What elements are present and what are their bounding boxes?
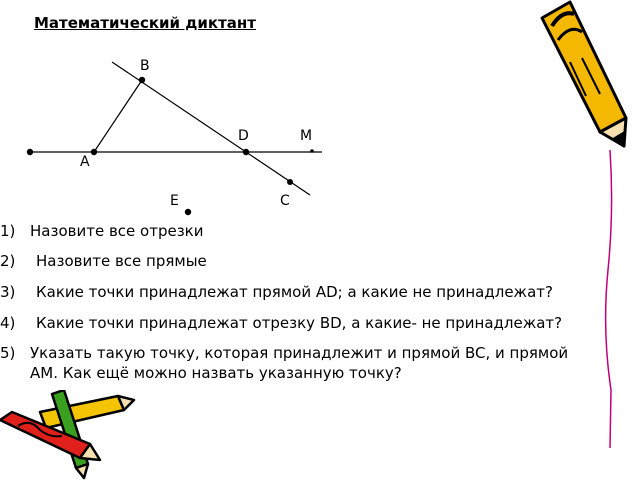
point-e xyxy=(185,209,191,215)
point-d xyxy=(243,149,249,155)
question-number: 3) xyxy=(0,283,16,301)
question-text: Какие точки принадлежат отрезку BD, а какие- не принадлежат? xyxy=(36,314,563,332)
label-e: E xyxy=(170,193,179,209)
question-number: 2) xyxy=(0,252,16,270)
point-left xyxy=(27,149,33,155)
label-a: A xyxy=(80,154,90,170)
question-text: Назовите все отрезки xyxy=(30,222,204,240)
point-m xyxy=(310,149,314,153)
question-text: Какие точки принадлежат прямой AD; а какие не принадлежат? xyxy=(36,283,553,301)
point-b xyxy=(139,77,145,83)
label-m: M xyxy=(300,128,313,144)
point-c xyxy=(287,179,293,185)
crayons-icon xyxy=(0,390,140,480)
segment-ab xyxy=(94,80,142,152)
question-number: 4) xyxy=(0,314,16,332)
label-c: C xyxy=(280,193,290,209)
point-a xyxy=(91,149,97,155)
pencil-icon xyxy=(530,0,630,150)
border-line xyxy=(600,150,620,450)
page-title: Математический диктант xyxy=(34,14,256,32)
label-d: D xyxy=(238,128,249,144)
question-text: Указать такую точку, которая принадлежит и прямой BC, и прямой AM. Как ещё можно назвать указанную точку? xyxy=(30,344,569,382)
question-number: 5) xyxy=(0,344,16,362)
question-number: 1) xyxy=(0,222,16,240)
label-b: B xyxy=(140,58,150,74)
question-text: Назовите все прямые xyxy=(36,252,207,270)
